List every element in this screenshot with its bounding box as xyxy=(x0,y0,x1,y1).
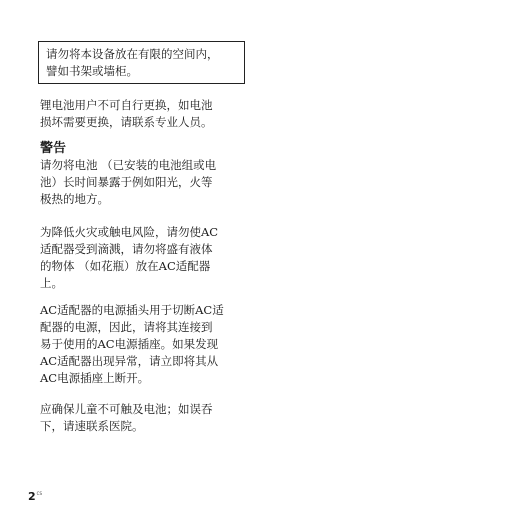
notice-box xyxy=(38,41,245,84)
children-paragraph: 应确保儿童不可触及电池；如误吞 下，请速联系医院。 xyxy=(40,402,213,433)
page-number xyxy=(28,490,42,503)
notice-box-text: 请勿将本设备放在有限的空间内， 譬如书架或墙柜。 xyxy=(46,47,219,78)
warning-heat-paragraph: 请勿将电池 （已安装的电池组或电 池）长时间暴露于例如阳光，火等 极热的地方。 xyxy=(40,158,217,206)
fire-risk-paragraph: 为降低火灾或触电风险，请勿使AC 适配器受到滴溅，请勿将盛有液体 的物体 （如花瓶）放在AC适配器 上。 xyxy=(40,225,219,290)
plug-disconnect-paragraph: AC适配器的电源插头用于切断AC适 配器的电源，因此，请将其连接到 易于使用的AC电源插座。如果发现 AC适配器出现异常，请立即将其从 AC电源插座上断开。 xyxy=(40,303,224,385)
warning-heading: 警告 xyxy=(40,141,67,156)
battery-replace-paragraph: 锂电池用户不可自行更换，如电池 损坏需要更换，请联系专业人员。 xyxy=(40,98,213,129)
page-number-suffix: CS xyxy=(36,491,42,496)
page-number-value: 2 xyxy=(28,490,36,503)
